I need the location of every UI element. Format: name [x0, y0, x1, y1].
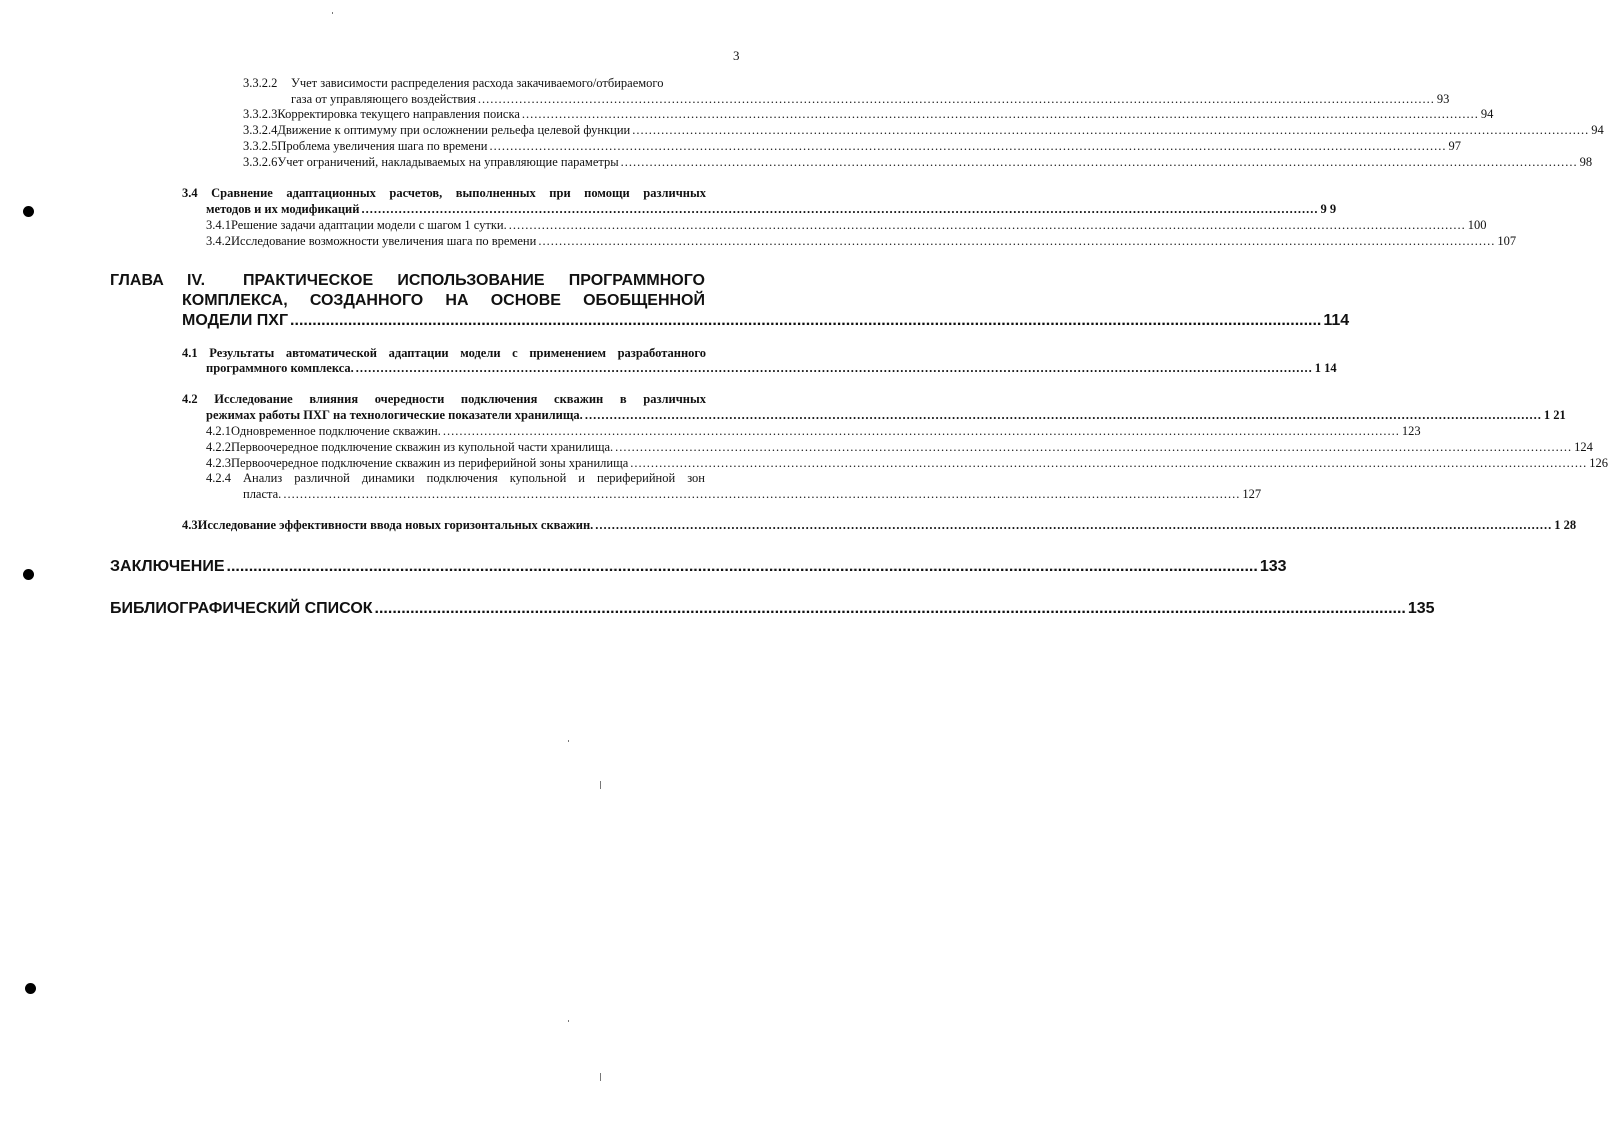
toc-section-4-2-line2 [206, 408, 1566, 423]
scan-speck [600, 1073, 601, 1081]
toc-page-number: 126 [1589, 456, 1608, 470]
toc-page-number: 94 [1480, 107, 1494, 121]
chapter-title: МОДЕЛИ ПХГ [182, 312, 289, 329]
toc-page-number: 133 [1259, 558, 1287, 575]
toc-page-number: 94 [1591, 123, 1604, 137]
dot-leader [630, 456, 1587, 471]
toc-entry-3-3-2-2-line1 [243, 76, 663, 91]
toc-section-title: Исследование эффективности ввода новых горизонтальных скважин. [197, 518, 594, 532]
toc-entry-number: 4.2.1 [206, 424, 231, 438]
toc-entry-number: 3.3.2.3 [243, 107, 278, 121]
toc-page-number: 1 21 [1543, 408, 1566, 422]
toc-section-title: режимах работы ПХГ на технологические показатели хранилища. [206, 408, 583, 422]
toc-section-number: 3.4 [182, 186, 198, 200]
toc-section-4-1-line1 [182, 346, 706, 361]
toc-section-number: 4.1 [182, 346, 198, 360]
dot-leader [290, 311, 1321, 331]
chapter-title-line1: ПРАКТИЧЕСКОЕ ИСПОЛЬЗОВАНИЕ ПРОГРАММНОГО [243, 272, 705, 289]
dot-leader [227, 557, 1258, 577]
toc-entry-3-4-1 [206, 218, 1487, 233]
toc-page-number: 127 [1242, 487, 1262, 501]
toc-entry-4-2-4-line2 [243, 487, 1262, 502]
toc-entry-number: 3.3.2.6 [243, 155, 278, 169]
toc-section-4-2-line1 [182, 392, 706, 407]
dot-leader [283, 487, 1240, 502]
toc-entry-4-2-3 [206, 456, 1608, 471]
toc-entry-title: Учет зависимости распределения расхода закачиваемого/отбираемого [291, 76, 664, 90]
dot-leader [585, 408, 1542, 423]
dot-leader [489, 139, 1446, 154]
toc-entry-title: Первоочередное подключение скважин из периферийной зоны хранилища [231, 456, 629, 470]
toc-entry-title: Исследование возможности увеличения шага по времени [231, 234, 537, 248]
toc-page-number: 124 [1574, 440, 1593, 454]
toc-conclusion [110, 557, 1287, 577]
binder-hole-mark [25, 983, 36, 994]
binder-hole-mark [23, 569, 34, 580]
toc-section-title: Исследование влияния очередности подключения скважин в различных [214, 392, 707, 406]
toc-entry-3-3-2-6 [243, 155, 1593, 170]
page-number: 3 [733, 48, 740, 63]
toc-page-number: 9 9 [1320, 202, 1337, 216]
dot-leader [538, 234, 1495, 249]
chapter-label: ГЛАВА [110, 272, 164, 289]
toc-section-title: Результаты автоматической адаптации модели с применением разработанного [209, 346, 707, 360]
toc-page-number: 93 [1436, 92, 1450, 106]
toc-conclusion-title: ЗАКЛЮЧЕНИЕ [110, 558, 225, 575]
toc-entry-3-3-2-2-line2 [291, 92, 1450, 107]
toc-entry-title: Проблема увеличения шага по времени [277, 139, 488, 153]
toc-entry-title: пласта. [243, 487, 282, 501]
toc-section-4-1-line2 [206, 361, 1337, 376]
toc-page-number: 107 [1497, 234, 1517, 248]
toc-entry-number: 4.2.4 [206, 471, 231, 485]
toc-page-number: 97 [1448, 139, 1461, 153]
toc-page-number: 98 [1579, 155, 1593, 169]
toc-section-title: программного комплекса. [206, 361, 354, 375]
toc-entry-number: 3.3.2.5 [243, 139, 278, 153]
toc-section-4-3 [182, 518, 1577, 533]
toc-page-number: 135 [1407, 600, 1435, 617]
chapter-numeral: IV. [187, 272, 206, 289]
toc-entry-4-2-4-line1 [206, 471, 705, 486]
scan-speck [600, 781, 601, 789]
dot-leader [522, 107, 1479, 122]
toc-entry-number: 4.2.3 [206, 456, 231, 470]
dot-leader [478, 92, 1435, 107]
toc-bibliography [110, 599, 1435, 619]
dot-leader [361, 202, 1318, 217]
toc-page-number: 114 [1323, 312, 1350, 329]
scan-speck [332, 12, 333, 14]
toc-entry-title: Корректировка текущего направления поиска [277, 107, 520, 121]
dot-leader [356, 361, 1313, 376]
dot-leader [509, 218, 1466, 233]
dot-leader [595, 518, 1552, 533]
toc-entry-title: Первоочередное подключение скважин из купольной части хранилища. [231, 440, 614, 454]
toc-page-number: 100 [1467, 218, 1487, 232]
toc-entry-number: 3.4.2 [206, 234, 231, 248]
dot-leader [375, 599, 1406, 619]
toc-entry-3-3-2-5 [243, 139, 1461, 154]
toc-page-number: 123 [1401, 424, 1421, 438]
dot-leader [615, 440, 1572, 455]
toc-entry-4-2-1 [206, 424, 1421, 439]
toc-entry-title: газа от управляющего воздействия [291, 92, 476, 106]
binder-hole-mark [23, 206, 34, 217]
dot-leader [632, 123, 1589, 138]
toc-entry-title: Анализ различной динамики подключения купольной и периферийной зон [243, 471, 705, 485]
toc-entry-number: 4.2.2 [206, 440, 231, 454]
chapter-title-line2: КОМПЛЕКСА, СОЗДАННОГО НА ОСНОВЕ ОБОБЩЕННОЙ [182, 292, 705, 309]
toc-entry-number: 3.3.2.2 [243, 76, 278, 90]
toc-section-number: 4.3 [182, 518, 198, 532]
scan-speck [568, 740, 569, 742]
toc-entry-title: Одновременное подключение скважин. [231, 424, 441, 438]
toc-entry-number: 3.3.2.4 [243, 123, 278, 137]
toc-entry-title: Движение к оптимуму при осложнении рельефа целевой функции [277, 123, 631, 137]
toc-entry-4-2-2 [206, 440, 1593, 455]
toc-bibliography-title: БИБЛИОГРАФИЧЕСКИЙ СПИСОК [110, 600, 373, 617]
toc-page-number: 1 14 [1314, 361, 1337, 375]
toc-section-3-4-line2 [206, 202, 1337, 217]
toc-page-number: 1 28 [1554, 518, 1577, 532]
toc-entry-title: Учет ограничений, накладываемых на управляющие параметры [277, 155, 619, 169]
toc-section-title: Сравнение адаптационных расчетов, выполненных при помощи различных [211, 186, 706, 200]
toc-entry-title: Решение задачи адаптации модели с шагом 1 сутки. [231, 218, 507, 232]
scan-speck [568, 1020, 569, 1022]
toc-section-number: 4.2 [182, 392, 198, 406]
chapter-title-line3 [182, 311, 1350, 331]
toc-section-title: методов и их модификаций [206, 202, 360, 216]
toc-entry-3-3-2-4 [243, 123, 1604, 138]
toc-entry-number: 3.4.1 [206, 218, 231, 232]
toc-section-3-4-line1 [182, 186, 706, 201]
toc-entry-3-4-2 [206, 234, 1517, 249]
dot-leader [443, 424, 1400, 439]
dot-leader [621, 155, 1578, 170]
toc-entry-3-3-2-3 [243, 107, 1494, 122]
